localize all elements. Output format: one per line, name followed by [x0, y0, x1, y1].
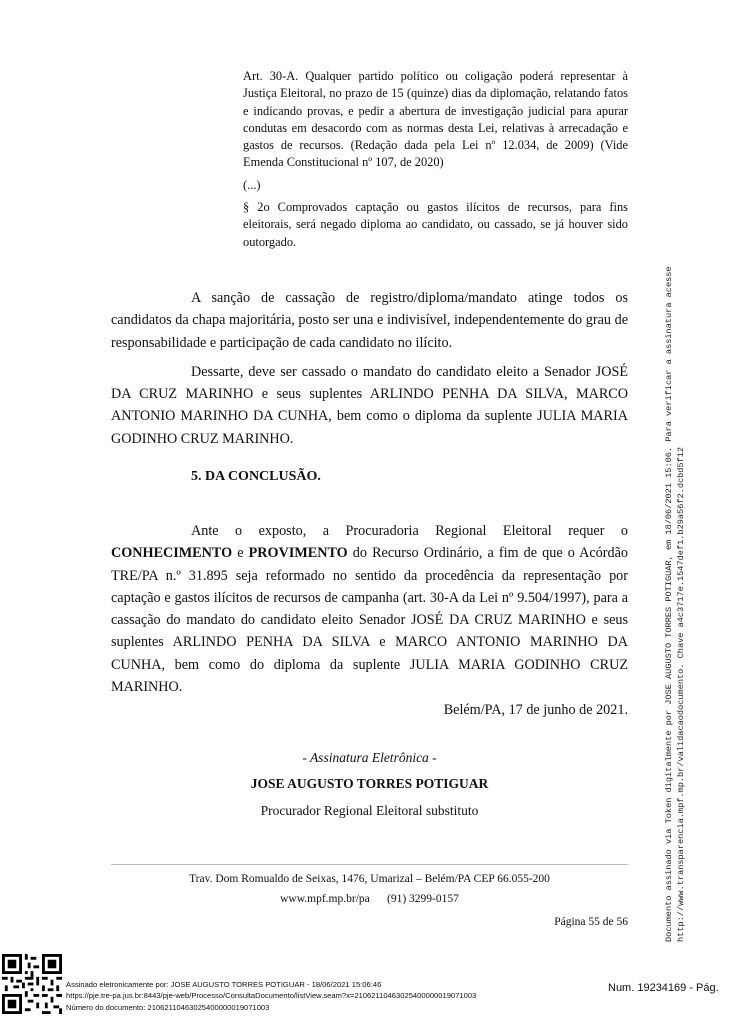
signer-role: Procurador Regional Eleitoral substituto [260, 803, 479, 818]
pje-signed-by: Assinado eletronicamente por: JOSE AUGUSTO TORRES POTIGUAR - 18/06/2021 15:06:46 [66, 980, 382, 989]
quote-ellipsis: (...) [243, 177, 261, 192]
pje-document-number: Número do documento: 21062110463025400000019071003 [66, 1002, 270, 1012]
bold-conhecimento: CONHECIMENTO [111, 545, 233, 562]
qr-code-icon [2, 954, 62, 1014]
body-section [111, 287, 628, 450]
stamp-line-2: http://www.transparencia.mpf.mp.br/validacaodocumento. Chave a4c3717e.1547def1.b29a56f2.dcbd5f12 [675, 446, 686, 942]
section-heading: 5. DA CONCLUSÃO. [191, 469, 321, 484]
conclusion-section [111, 520, 628, 698]
signer-name: JOSE AUGUSTO TORRES POTIGUAR [250, 776, 489, 791]
conclusion-and: e [232, 545, 249, 562]
quote-paragraph-2: § 2o Comprovados captação ou gastos ilícitos de recursos, para fins eleitorais, será negado diploma ao candidato, ou cassado, se já houver sido outorgado. [243, 200, 628, 249]
footer-divider [111, 864, 628, 865]
bold-provimento: PROVIMENTO [248, 545, 348, 562]
body-paragraph-1: A sanção de cassação de registro/diploma/mandato atinge todos os candidatos da chapa majoritária, posto ser una e indivisível, independentemente do grau de responsabilidade e participação de cada candidato no ilícito. [111, 290, 628, 351]
stamp-line-1: Documento assinado via Token digitalmente por JOSE AUGUSTO TORRES POTIGUAR, em 18/06/2021 15:06. Para verificar a assinatura acesse [664, 266, 674, 942]
quote-paragraph-1: Art. 30-A. Qualquer partido político ou coligação poderá representar à Justiça Eleitoral, no prazo de 15 (quinze) dias da diplomação, relatando fatos e indicando provas, e pedir a abertura de investigação judicial para apurar condutas em desacordo com as normas desta Lei, relativas à arrecadação e gastos de recursos. (Redação dada pela Lei nº 12.034, de 2009) (Vide Emenda Constitucional nº 107, de 2020) [243, 69, 628, 170]
conclusion-paragraph [111, 520, 628, 698]
footer-address: Trav. Dom Romualdo de Seixas, 1476, Umarizal – Belém/PA CEP 66.055-200 [189, 873, 550, 885]
page-number: Página 55 de 56 [554, 916, 628, 928]
quoted-article [243, 68, 628, 251]
footer-contact: www.mpf.mp.br/pa (91) 3299-0157 [280, 893, 459, 905]
body-paragraph-2: Dessarte, deve ser cassado o mandato do candidato eleito a Senador JOSÉ DA CRUZ MARINHO e seus suplentes ARLINDO PENHA DA SILVA, MARCO ANTONIO MARINHO DA CUNHA, bem como o diploma da suplente JULIA MARIA GODINHO CRUZ MARINHO. [111, 363, 628, 447]
conclusion-rest: do Recurso Ordinário, a fim de que o Acórdão TRE/PA n.º 31.895 seja reformado no sentido da procedência da representação por captação e gastos ilícitos de recursos de campanha (art. 30-A da Lei nº 9.504/1997), para a cassação do mandato do candidato eleito Senador JOSÉ DA CRUZ MARINHO e seus suplentes ARLINDO PENHA DA SILVA e MARCO ANTONIO MARINHO DA CUNHA, bem como do diploma da suplente JULIA MARIA GODINHO CRUZ MARINHO. [111, 545, 628, 696]
conclusion-intro: Ante o exposto, a Procuradoria Regional Eleitoral requer o [191, 523, 628, 539]
electronic-signature-label: - Assinatura Eletrônica - [302, 750, 437, 765]
pje-metadata [66, 979, 476, 1013]
digital-signature-stamp [664, 266, 687, 942]
pje-num-page: Num. 19234169 - Pág. [608, 982, 719, 994]
place-date: Belém/PA, 17 de junho de 2021. [443, 702, 628, 718]
pje-url-link[interactable]: https://pje.tre-pa.jus.br:8443/pje-web/Processo/ConsultaDocumento/listView.seam?x=21062110463025400000019071003 [66, 991, 477, 1001]
